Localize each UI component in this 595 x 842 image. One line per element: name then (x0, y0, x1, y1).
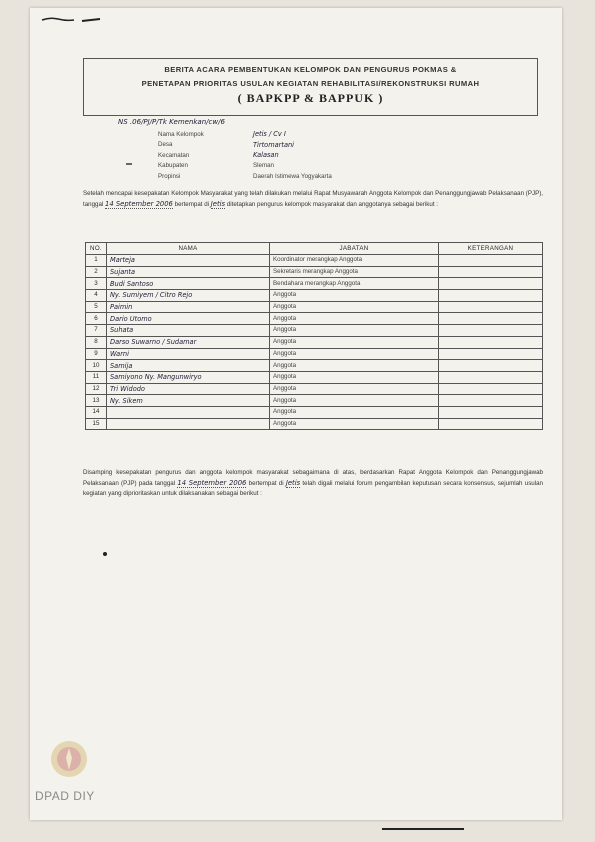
info-value: Tirtomartani (253, 140, 295, 149)
member-name: Samija (107, 360, 270, 372)
member-notes (439, 371, 543, 383)
member-name: Budi Santoso (107, 278, 270, 290)
member-position: Anggota (270, 383, 439, 395)
member-notes (439, 360, 543, 372)
info-value: Daerah Istimewa Yogyakarta (253, 172, 332, 180)
column-header-no: NO. (86, 243, 107, 255)
member-notes (439, 290, 543, 302)
member-position: Anggota (270, 395, 439, 407)
member-notes (439, 325, 543, 337)
info-value: Jetis / Cv I (253, 130, 286, 139)
paragraph-priority (83, 468, 543, 499)
seal-logo-icon (48, 738, 90, 780)
member-name: Warni (107, 348, 270, 360)
table-row (86, 418, 543, 430)
info-value: Sleman (253, 162, 274, 170)
member-name: Marteja (107, 255, 270, 267)
member-name: Ny. Sumiyem / Citro Rejo (107, 290, 270, 302)
document-page (30, 8, 562, 820)
info-label: Desa (158, 141, 173, 149)
row-number: 14 (86, 406, 107, 418)
ink-dot (103, 552, 107, 556)
member-name: Tri Widodo (107, 383, 270, 395)
member-name: Samiyono Ny. Mangunwiryo (107, 371, 270, 383)
row-number: 8 (86, 336, 107, 348)
meeting-date: 14 September 2006 (105, 200, 173, 208)
member-name: Paimin (107, 301, 270, 313)
table-row (86, 371, 543, 383)
member-notes (439, 278, 543, 290)
title-line-1: BERITA ACARA PEMBENTUKAN KELOMPOK DAN PENGURUS POKMAS & (164, 65, 457, 74)
info-row-village (158, 140, 332, 151)
paragraph-intro (83, 189, 543, 210)
row-number: 10 (86, 360, 107, 372)
paragraph-text: bertempat di (248, 480, 284, 487)
group-info (158, 129, 332, 182)
row-number: 12 (86, 383, 107, 395)
paragraph-text: ditetapkan pengurus kelompok masyarakat dan anggotanya sebagai berikut : (226, 201, 438, 208)
member-position: Anggota (270, 301, 439, 313)
member-notes (439, 406, 543, 418)
row-number: 3 (86, 278, 107, 290)
column-header-notes: KETERANGAN (439, 243, 543, 255)
info-value: Kalasan (253, 151, 279, 160)
footer-rule (382, 828, 464, 830)
info-label: Nama Kelompok (158, 130, 204, 138)
paragraph-text: bertempat di (174, 201, 210, 208)
info-label: Kecamatan (158, 151, 190, 159)
reference-number: NS .06/PJ/P/Tk Kemenkan/cw/6 (118, 118, 225, 126)
table-row (86, 348, 543, 360)
info-row-group (158, 129, 332, 140)
row-number: 9 (86, 348, 107, 360)
table-row (86, 290, 543, 302)
margin-mark (126, 163, 132, 165)
table-row (86, 336, 543, 348)
column-header-position: JABATAN (270, 243, 439, 255)
member-name: Suhata (107, 325, 270, 337)
member-notes (439, 348, 543, 360)
member-position: Anggota (270, 371, 439, 383)
table-row (86, 383, 543, 395)
title-line-2: PENETAPAN PRIORITAS USULAN KEGIATAN REHABILITASI/REKONSTRUKSI RUMAH (141, 79, 480, 88)
member-name: Dario Utomo (107, 313, 270, 325)
member-notes (439, 255, 543, 267)
member-position: Anggota (270, 325, 439, 337)
table-row (86, 301, 543, 313)
row-number: 2 (86, 266, 107, 278)
paragraph-text: Setelah mencapai kesepakatan Kelompok Masyarakat yang telah dilakukan melalui Rapat Musyawarah Anggota Kelompok dan Penanggungjawab Pelaksanaan (PJP), tanggal (83, 190, 543, 208)
table-row (86, 325, 543, 337)
member-name: Darso Suwarno / Sudamar (107, 336, 270, 348)
member-notes (439, 313, 543, 325)
info-label: Kabupaten (158, 162, 188, 170)
table-row (86, 278, 543, 290)
member-position: Anggota (270, 336, 439, 348)
member-notes (439, 383, 543, 395)
member-notes (439, 336, 543, 348)
row-number: 4 (86, 290, 107, 302)
title-box (83, 58, 538, 116)
row-number: 13 (86, 395, 107, 407)
column-header-name: NAMA (107, 243, 270, 255)
member-notes (439, 266, 543, 278)
handwritten-mark (40, 14, 110, 24)
table-row (86, 313, 543, 325)
member-name: Ny. Sikem (107, 395, 270, 407)
meeting-place: Jetis (285, 479, 301, 487)
member-position: Koordinator merangkap Anggota (270, 255, 439, 267)
member-notes (439, 395, 543, 407)
table-row (86, 266, 543, 278)
member-notes (439, 418, 543, 430)
row-number: 1 (86, 255, 107, 267)
members-table (85, 242, 543, 430)
row-number: 6 (86, 313, 107, 325)
member-position: Anggota (270, 406, 439, 418)
member-position: Anggota (270, 290, 439, 302)
table-row (86, 395, 543, 407)
info-row-province (158, 171, 332, 182)
member-position: Anggota (270, 418, 439, 430)
table-row (86, 360, 543, 372)
member-name (107, 418, 270, 430)
paragraph-text: Disamping kesepakatan pengurus dan anggota kelompok masyarakat sebagaimana di atas, berdasarkan Rapat Anggota Kelompok dan Penanggungjawab Pelaksanaan (PJP) pada tanggal (83, 469, 543, 487)
member-position: Anggota (270, 360, 439, 372)
row-number: 11 (86, 371, 107, 383)
archive-watermark: DPAD DIY (35, 789, 95, 803)
table-row (86, 255, 543, 267)
info-row-district (158, 150, 332, 161)
member-position: Bendahara merangkap Anggota (270, 278, 439, 290)
member-name (107, 406, 270, 418)
paragraph-text: telah digali melalui forum pengambilan keputusan secara konsensus, sejumlah usulan kegiatan yang diprioritaskan untuk dilaksanakan sebagai berikut : (83, 480, 543, 497)
member-position: Anggota (270, 348, 439, 360)
row-number: 15 (86, 418, 107, 430)
member-name: Sujanta (107, 266, 270, 278)
member-position: Sekretaris merangkap Anggota (270, 266, 439, 278)
meeting-date: 14 September 2006 (177, 479, 247, 487)
title-line-3: ( BAPKPP & BAPPUK ) (237, 91, 384, 105)
meeting-place: Jetis (210, 200, 226, 208)
member-notes (439, 301, 543, 313)
table-header-row (86, 243, 543, 255)
row-number: 7 (86, 325, 107, 337)
member-position: Anggota (270, 313, 439, 325)
info-row-regency (158, 161, 332, 172)
table-row (86, 406, 543, 418)
info-label: Propinsi (158, 172, 181, 180)
row-number: 5 (86, 301, 107, 313)
